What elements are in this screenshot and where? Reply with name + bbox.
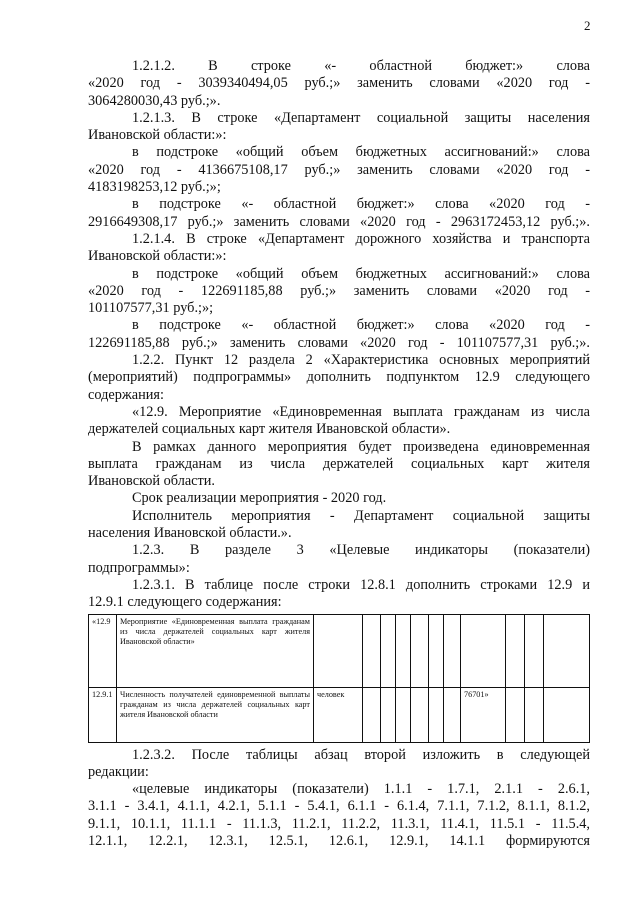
row-number: «12.9 — [89, 614, 117, 687]
page-number: 2 — [584, 18, 591, 33]
text-line: В рамках данного мероприятия будет произведена единовременная — [132, 438, 590, 455]
table-row — [89, 614, 590, 687]
row-value — [461, 614, 506, 687]
text-line: в подстроке «- областной бюджет:» слова «2020 год - — [132, 196, 590, 213]
text-line: 122691185,88 руб.;» заменить словами «2020 год - 101107577,31 руб.;». — [88, 334, 590, 351]
row-value: 76701» — [461, 687, 506, 742]
text-line: 3064280030,43 руб.;». — [88, 92, 221, 109]
text-line: редакции: — [88, 763, 149, 780]
text-line: 3.1.1 - 3.4.1, 4.1.1, 4.2.1, 5.1.1 - 5.4.1, 6.1.1 - 6.1.4, 7.1.1, 7.1.2, 8.1.1, 8.1.2, — [88, 798, 590, 815]
text-line: в подстроке «общий объем бюджетных ассигнований:» слова — [132, 144, 590, 161]
text-line: 1.2.3. В разделе 3 «Целевые индикаторы (показатели) — [132, 542, 590, 559]
text-line: 1.2.1.3. В строке «Департамент социальной защиты населения — [132, 109, 590, 126]
text-line: «2020 год - 122691185,88 руб.;» заменить словами «2020 год - — [88, 282, 590, 299]
text-line: в подстроке «общий объем бюджетных ассигнований:» слова — [132, 265, 590, 282]
row-description: Численность получателей единовременной выплаты гражданам из числа держателей социальных карт жителя Ивановской области — [117, 687, 314, 742]
text-line: Ивановской области:»: — [88, 248, 227, 265]
row-number: 12.9.1 — [89, 687, 117, 742]
text-line: в подстроке «- областной бюджет:» слова «2020 год - — [132, 317, 590, 334]
row-unit — [314, 614, 363, 687]
text-line: 1.2.2. Пункт 12 раздела 2 «Характеристика основных мероприятий — [132, 352, 590, 369]
row-unit: человек — [314, 687, 363, 742]
text-line: 9.1.1, 10.1.1, 11.1.1 - 11.1.3, 11.2.1, 11.2.2, 11.3.1, 11.4.1, 11.5.1 - 11.5.4, — [88, 815, 590, 832]
text-line: 1.2.1.4. В строке «Департамент дорожного хозяйства и транспорта — [132, 230, 590, 247]
indicators-table — [88, 614, 590, 743]
text-line: 1.2.3.2. После таблицы абзац второй изложить в следующей — [132, 746, 590, 763]
text-line: подпрограммы»: — [88, 559, 190, 576]
text-line: 1.2.3.1. В таблице после строки 12.8.1 дополнить строками 12.9 и — [132, 576, 590, 593]
text-line: (мероприятий) подпрограммы» дополнить подпунктом 12.9 следующего — [88, 369, 590, 386]
text-line: 12.1.1, 12.2.1, 12.3.1, 12.5.1, 12.6.1, 12.9.1, 14.1.1 формируются — [88, 832, 590, 849]
text-line: 4183198253,12 руб.;»; — [88, 179, 221, 196]
text-line: содержания: — [88, 386, 164, 403]
text-line: 1.2.1.2. В строке «- областной бюджет:» слова — [132, 58, 590, 74]
text-line: держателей социальных карт жителя Ивановской области». — [88, 421, 451, 438]
document-body — [88, 58, 590, 850]
text-line: «целевые индикаторы (показатели) 1.1.1 - 1.7.1, 2.1.1 - 2.6.1, — [132, 781, 590, 798]
text-line: населения Ивановской области.». — [88, 525, 292, 542]
text-line: Исполнитель мероприятия - Департамент социальной защиты — [132, 507, 590, 524]
text-line: 12.9.1 следующего содержания: — [88, 594, 282, 611]
text-line: «2020 год - 4136675108,17 руб.;» заменить словами «2020 год - — [88, 161, 590, 178]
text-line: 2916649308,17 руб.;» заменить словами «2020 год - 2963172453,12 руб.;». — [88, 213, 590, 230]
text-line: «2020 год - 3039340494,05 руб.;» заменить словами «2020 год - — [88, 75, 590, 92]
text-line: Срок реализации мероприятия - 2020 год. — [132, 490, 387, 507]
text-line: Ивановской области:»: — [88, 127, 227, 144]
text-line: выплата гражданам из числа держателей социальных карт жителя — [88, 455, 590, 472]
table-row — [89, 687, 590, 742]
text-line: «12.9. Мероприятие «Единовременная выплата гражданам из числа — [132, 403, 590, 420]
text-line: Ивановской области. — [88, 473, 216, 490]
row-description: Мероприятие «Единовременная выплата гражданам из числа держателей социальных карт жителя Ивановской области» — [117, 614, 314, 687]
text-line: 101107577,31 руб.;»; — [88, 300, 214, 317]
